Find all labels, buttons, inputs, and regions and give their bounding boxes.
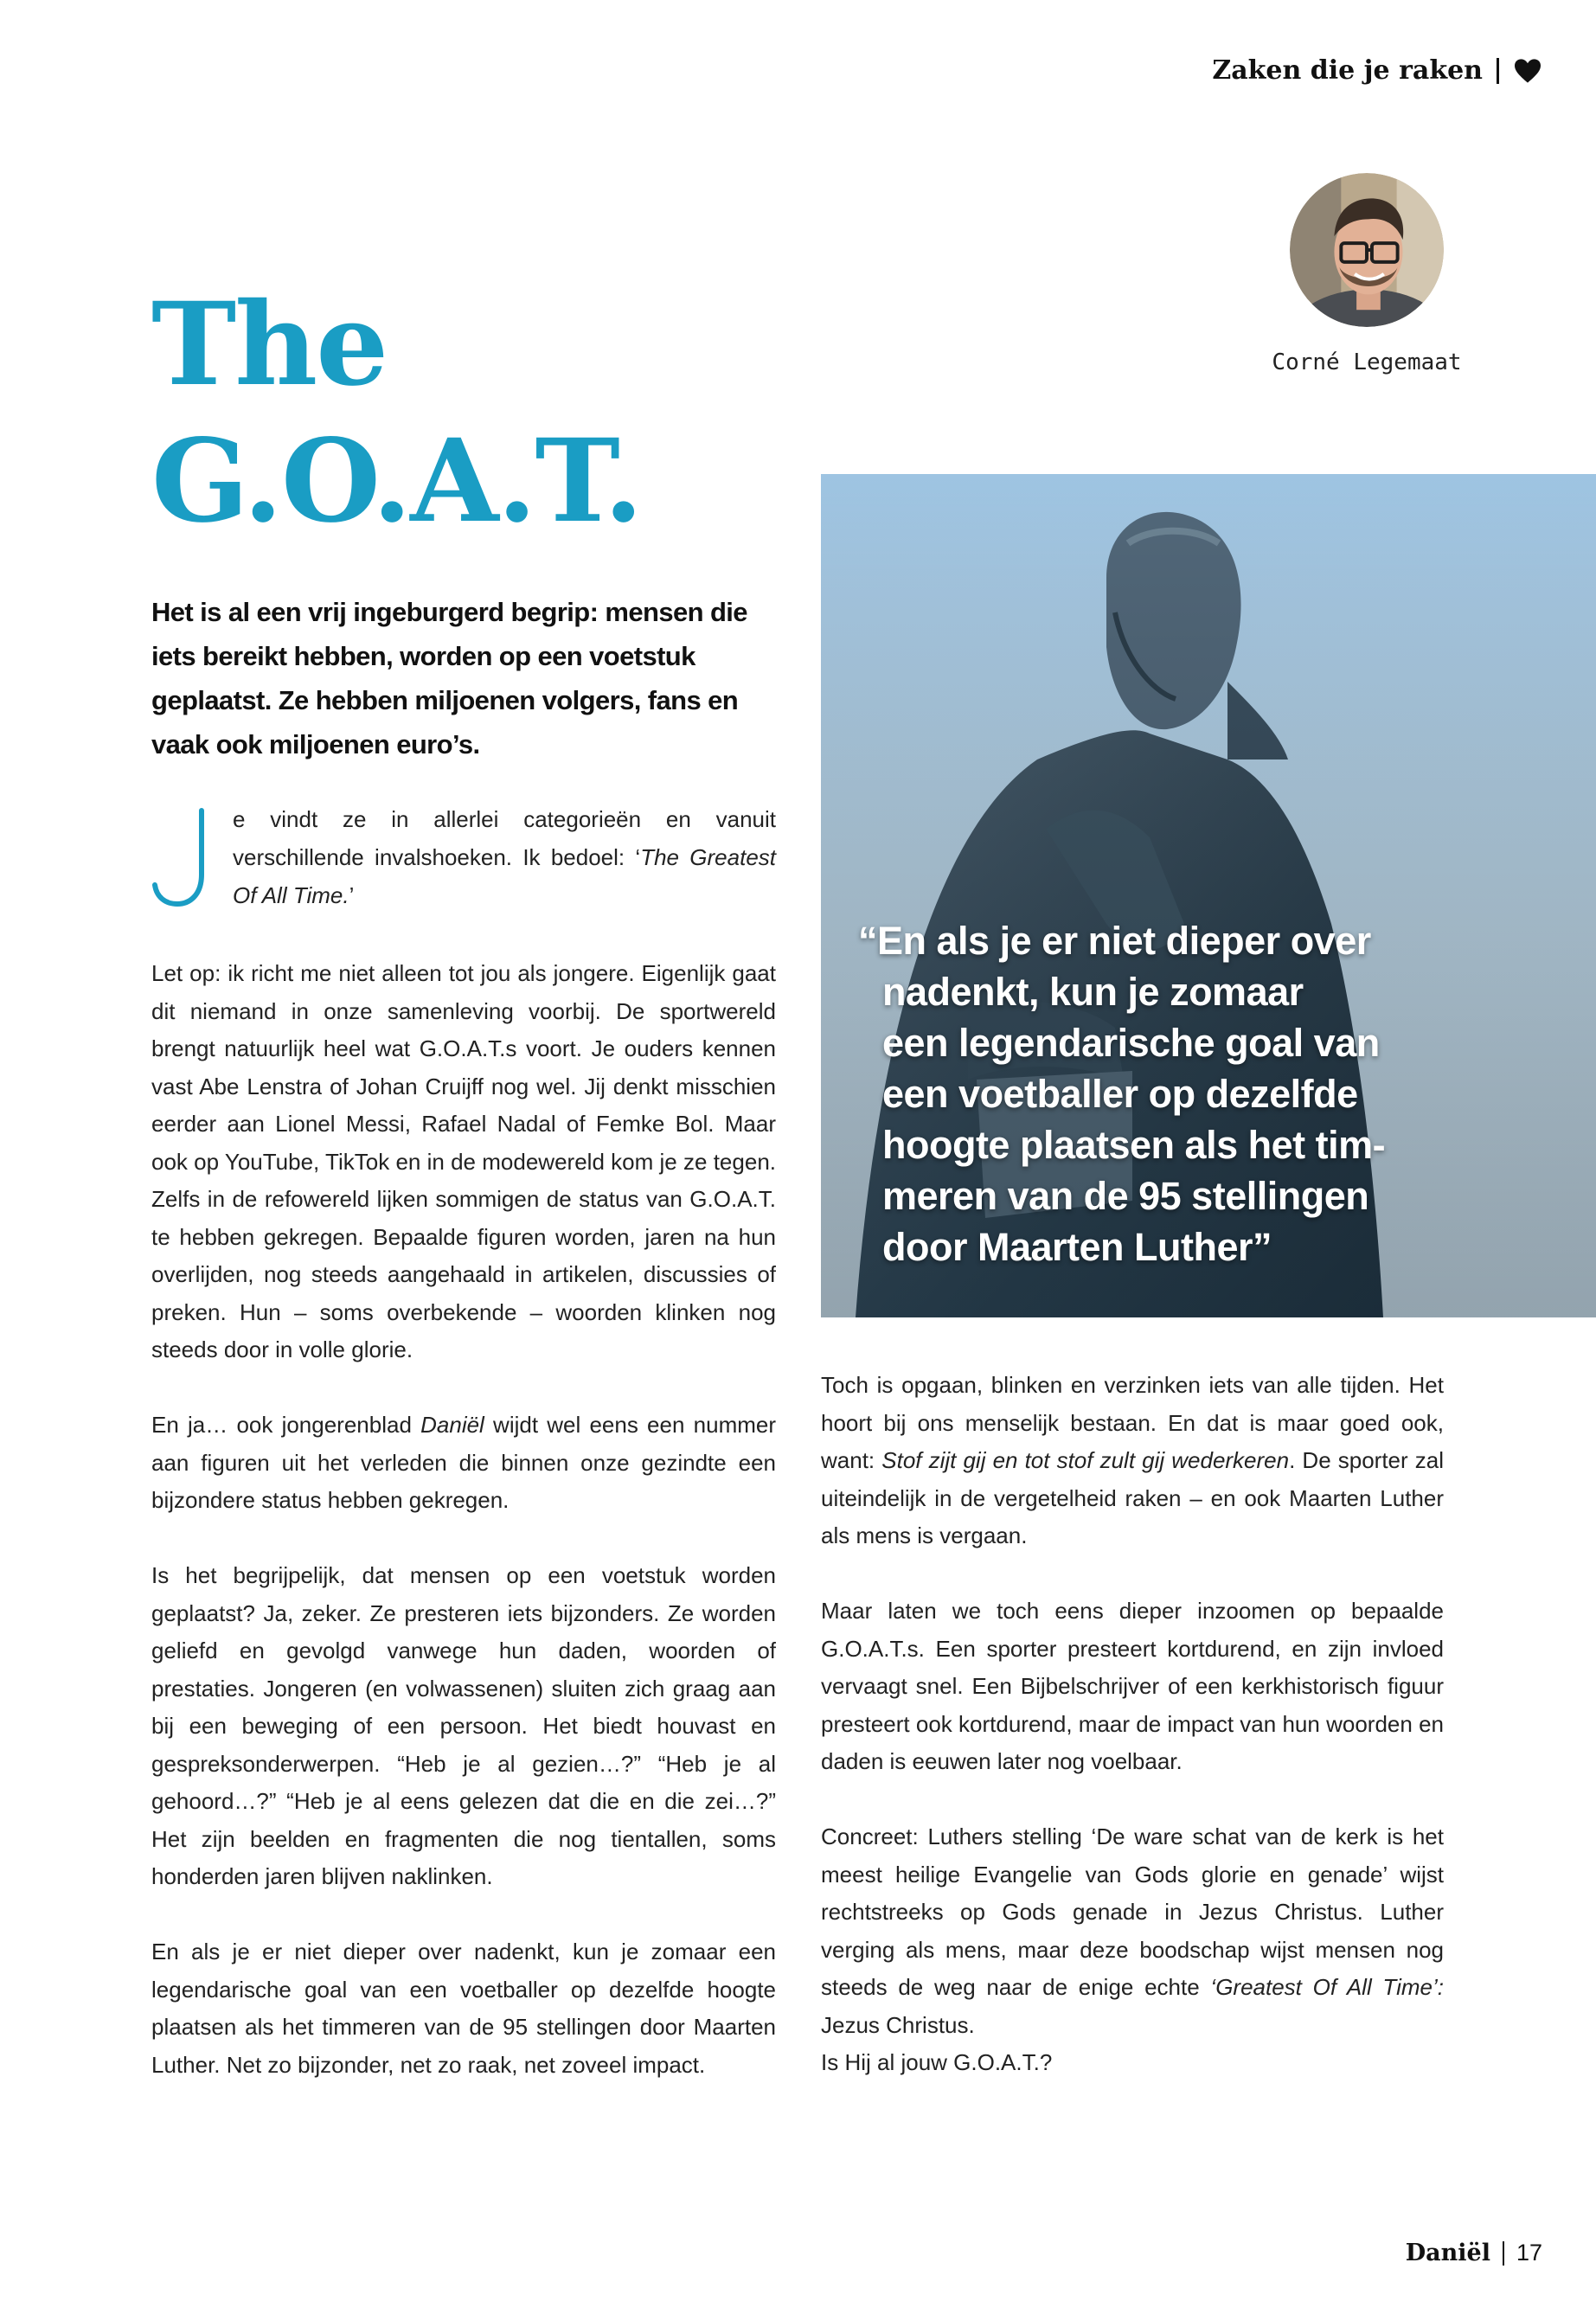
author-avatar	[1290, 173, 1444, 327]
quote-line-5: hoogte plaatsen als het tim-	[882, 1123, 1386, 1167]
pull-quote	[858, 915, 1481, 1272]
right-paragraph-3	[821, 1818, 1444, 2044]
right-p1-start: Toch is opgaan, blinken en verzinken iets van alle tijden. Het hoort bij ons menselijk bestaan. En dat is maar goed ook, want:	[821, 1372, 1444, 1473]
header-divider	[1497, 58, 1499, 84]
heart-icon	[1513, 58, 1542, 84]
right-p1-italic: Stof zijt gij en tot stof zult gij wederkeren	[881, 1447, 1290, 1473]
left-paragraph-4: En als je er niet dieper over nadenkt, kun je zomaar een legendarische goal van een voetballer op dezelfde hoogte plaatsen als het timmeren van de 95 stellingen door Maarten Luther. Net zo bijzonder, net zo raak, net zoveel impact.	[151, 1939, 776, 2078]
dropcap-letter	[151, 805, 214, 907]
right-column	[821, 1367, 1444, 2082]
right-p3-start: Concreet: Luthers stelling ‘De ware schat van de kerk is het meest heilige Evangelie van Gods glorie en genade’ wijst rechtstreeks op Gods genade in Jezus Christus. Luther verging als mens, maar deze boodschap wijst mensen nog steeds de weg naar de enige echte	[821, 1823, 1444, 2000]
left-paragraph-1: Let op: ik richt me niet alleen tot jou als jongere. Eigenlijk gaat dit niemand in onze samenleving voorbij. De sportwereld brengt natuurlijk heel wat G.O.A.T.s voort. Je ouders kennen vast Abe Lenstra of Johan Cruijff nog wel. Jij denkt misschien eerder aan Lionel Messi, Rafael Nadal of Femke Bol. Maar ook op YouTube, TikTok en in de modewereld kom je ze tegen. Zelfs in de refowereld lijken sommigen de status van G.O.A.T. te hebben gekregen. Bepaalde figuren worden, jaren na hun overlijden, nog steeds aangehaald in artikelen, discussies of preken. Hun – soms overbekende – woorden klinken nog steeds door in volle glorie.	[151, 960, 776, 1362]
right-paragraph-1	[821, 1367, 1444, 1555]
right-p1-end: . De sporter zal uiteindelijk in de vergetelheid raken – en ook Maarten Luther als mens is vergaan.	[821, 1447, 1445, 1548]
left-p2-italic: Daniël	[420, 1412, 484, 1438]
left-paragraph-2	[151, 1407, 776, 1520]
intro-text-start: e vindt ze in allerlei categorieën en vanuit verschillende invalshoeken. Ik bedoel: ‘	[233, 806, 776, 870]
right-paragraph-2: Maar laten we toch eens dieper inzoomen op bepaalde G.O.A.T.s. Een sporter presteert kortdurend, en zijn invloed vervaagt snel. Een Bijbelschrijver of een kerkhistorisch figuur presteert ook kortdurend, maar de impact van hun woorden en daden is eeuwen later nog voelbaar.	[821, 1598, 1444, 1774]
magazine-name: Daniël	[1405, 2240, 1490, 2266]
right-p3-italic: ‘Greatest Of All Time’:	[1210, 1974, 1444, 2000]
intro-italic: The Greatest Of All Time.	[233, 844, 777, 908]
quote-line-6: meren van de 95 stellingen	[882, 1174, 1369, 1218]
right-p3-end: Jezus Christus.	[821, 2011, 975, 2038]
quote-line-7: door Maarten Luther”	[882, 1225, 1272, 1269]
title-line-2: G.O.A.T.	[151, 414, 642, 548]
author-name: Corné Legemaat	[1272, 349, 1462, 375]
quote-line-1: “En als je er niet dieper over	[858, 919, 1371, 963]
article-lead: Het is al een vrij ingeburgerd begrip: mensen die iets bereikt hebben, worden op een voetstuk geplaatst. Ze hebben miljoenen volgers, fans en vaak ook miljoenen euro’s.	[151, 597, 747, 760]
page-header	[1212, 55, 1542, 86]
article-title	[151, 277, 642, 550]
right-paragraph-4: Is Hij al jouw G.O.A.T.?	[821, 2049, 1053, 2075]
footer-divider	[1503, 2241, 1504, 2266]
page-number: 17	[1516, 2240, 1542, 2266]
author-block	[1272, 173, 1462, 375]
left-paragraph-3: Is het begrijpelijk, dat mensen op een voetstuk worden geplaatst? Ja, zeker. Ze presteren iets bijzonders. Ze worden geliefd en gevolgd vanwege hun daden, woorden of prestaties. Jongeren (en volwassenen) sluiten zich graag aan bij een beweging of een persoon. Het biedt houvast en gespreksonderwerpen. “Heb je al gezien…?” “Heb je al gehoord…?” “Heb je al eens gelezen dat die en die zei…?” Het zijn beelden en fragmenten die nog tientallen, soms honderden jaren blijven naklinken.	[151, 1562, 776, 1889]
quote-line-2: nadenkt, kun je zomaar	[882, 970, 1304, 1014]
intro-text-end: ’	[349, 882, 355, 908]
left-p2-start: En ja… ook jongerenblad	[151, 1412, 421, 1438]
left-p2-end: wijdt wel eens een nummer aan figuren uit het verleden die binnen onze gezindte een bijzondere status hebben gekregen.	[151, 1412, 776, 1513]
quote-line-4: een voetballer op dezelfde	[882, 1072, 1358, 1116]
intro-text	[233, 800, 776, 914]
quote-line-3: een legendarische goal van	[882, 1021, 1380, 1065]
title-line-1: The	[151, 278, 388, 412]
intro-paragraph	[151, 800, 776, 939]
section-title: Zaken die je raken	[1212, 55, 1483, 86]
left-column	[151, 955, 776, 2122]
page-footer	[1406, 2240, 1542, 2266]
